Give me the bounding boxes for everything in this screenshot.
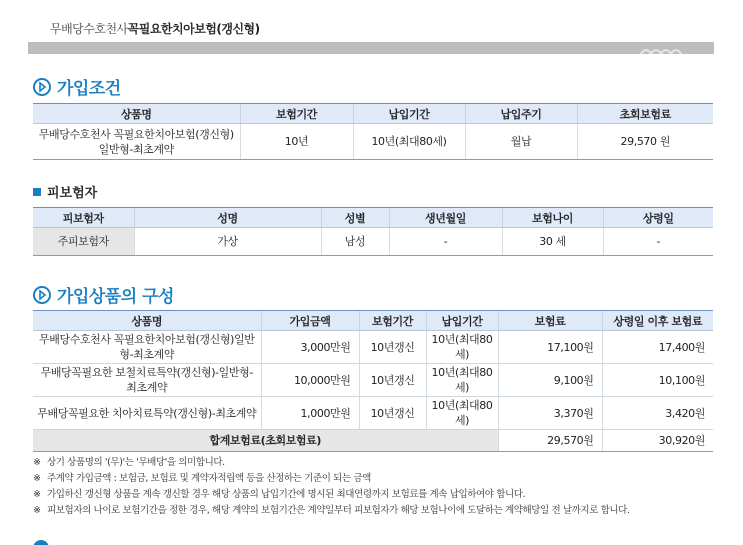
table-row	[33, 397, 713, 430]
insured-heading	[33, 182, 97, 201]
header-bar	[28, 42, 714, 54]
pay-term-cell: 10년(최대80세)	[426, 364, 498, 397]
square-bullet-icon	[33, 188, 41, 196]
table-row	[33, 228, 713, 256]
section-composition-heading	[33, 282, 174, 307]
note-mark: ※	[33, 473, 41, 484]
term-cell: 10년갱신	[359, 364, 426, 397]
premium-cell: 3,370원	[498, 397, 602, 430]
note-mark: ※	[33, 489, 41, 500]
column-header: 상령일 이후 보험료	[602, 311, 713, 331]
cycle-cell: 월납	[465, 124, 577, 160]
note-mark: ※	[33, 505, 41, 516]
note-item	[33, 503, 715, 519]
column-header: 상품명	[33, 104, 240, 124]
after-premium-cell: 17,400원	[602, 331, 713, 364]
note-text: 주계약 가입금액 : 보험금, 보험료 및 계약자적립액 등을 산정하는 기준이 되는 금액	[47, 473, 371, 484]
total-premium-cell: 29,570원	[498, 430, 602, 452]
after-premium-cell: 10,100원	[602, 364, 713, 397]
insured-name-cell: 가상	[134, 228, 321, 256]
column-header: 가입금액	[261, 311, 359, 331]
next-section-icon	[33, 540, 49, 545]
column-header: 성명	[134, 208, 321, 228]
composition-table	[33, 310, 713, 452]
product-name-cell: 무배당수호천사 꼭필요한치아보험(갱신형)일반형-최초계약	[33, 124, 240, 160]
total-row	[33, 430, 713, 452]
amount-cell: 1,000만원	[261, 397, 359, 430]
pay-term-cell: 10년(최대80세)	[353, 124, 465, 160]
insured-type-cell: 주피보험자	[33, 228, 134, 256]
table-row	[33, 364, 713, 397]
column-header: 보험료	[498, 311, 602, 331]
column-header: 보험나이	[502, 208, 603, 228]
section-title: 가입조건	[57, 79, 121, 99]
birthdate-cell: -	[389, 228, 502, 256]
section-title: 가입상품의 구성	[57, 287, 174, 307]
table-header-row	[33, 104, 713, 124]
premium-cell: 9,100원	[498, 364, 602, 397]
column-header: 납입주기	[465, 104, 577, 124]
column-header: 상령일	[603, 208, 713, 228]
subsection-title: 피보험자	[47, 186, 98, 201]
column-header: 피보험자	[33, 208, 134, 228]
column-header: 초회보험료	[577, 104, 713, 124]
premium-cell: 29,570 원	[577, 124, 713, 160]
notes-list	[33, 455, 715, 519]
document-title	[50, 20, 260, 37]
product-name-cell: 무배당수호천사 꼭필요한치아보험(갱신형)일반형-최초계약	[33, 331, 261, 364]
column-header: 성별	[321, 208, 389, 228]
decorative-stripes-icon	[636, 42, 696, 54]
table-row	[33, 124, 713, 160]
play-circle-icon	[33, 78, 51, 96]
column-header: 납입기간	[353, 104, 465, 124]
product-name-cell: 무배당꼭필요한 보철치료특약(갱신형)-일반형-최초계약	[33, 364, 261, 397]
play-circle-icon	[33, 286, 51, 304]
gender-cell: 남성	[321, 228, 389, 256]
amount-cell: 3,000만원	[261, 331, 359, 364]
pay-term-cell: 10년(최대80세)	[426, 397, 498, 430]
after-premium-cell: 3,420원	[602, 397, 713, 430]
table-row	[33, 331, 713, 364]
column-header: 납입기간	[426, 311, 498, 331]
term-cell: 10년	[240, 124, 353, 160]
product-name-cell: 무배당꼭필요한 치아치료특약(갱신형)-최초계약	[33, 397, 261, 430]
amount-cell: 10,000만원	[261, 364, 359, 397]
total-after-premium-cell: 30,920원	[602, 430, 713, 452]
note-item	[33, 471, 715, 487]
section-enrollment-heading	[33, 74, 121, 99]
term-cell: 10년갱신	[359, 397, 426, 430]
note-item	[33, 455, 715, 471]
title-prefix: 무배당수호천사	[50, 22, 128, 36]
total-label-cell: 합계보험료(초회보험료)	[33, 430, 498, 452]
title-product: 꼭필요한치아보험(갱신형)	[127, 22, 260, 36]
age-change-date-cell: -	[603, 228, 713, 256]
note-mark: ※	[33, 457, 41, 468]
table-header-row	[33, 311, 713, 331]
column-header: 보험기간	[240, 104, 353, 124]
column-header: 상품명	[33, 311, 261, 331]
column-header: 보험기간	[359, 311, 426, 331]
term-cell: 10년갱신	[359, 331, 426, 364]
insurance-age-cell: 30 세	[502, 228, 603, 256]
column-header: 생년월일	[389, 208, 502, 228]
note-text: 가입하신 갱신형 상품을 계속 갱신할 경우 해당 상품의 납입기간에 명시된 최대연령까지 보험료를 계속 납입하여야 합니다.	[47, 489, 526, 500]
enrollment-table	[33, 103, 713, 160]
table-header-row	[33, 208, 713, 228]
insured-table	[33, 207, 713, 256]
pay-term-cell: 10년(최대80세)	[426, 331, 498, 364]
note-item	[33, 487, 715, 503]
premium-cell: 17,100원	[498, 331, 602, 364]
note-text: 상기 상품명의 '(무)'는 '무배당'을 의미합니다.	[47, 457, 225, 468]
note-text: 피보험자의 나이로 보험기간을 정한 경우, 해당 계약의 보험기간은 계약일부터 피보험자가 해당 보험나이에 도달하는 계약해당일 전 날까지로 합니다.	[47, 505, 630, 516]
